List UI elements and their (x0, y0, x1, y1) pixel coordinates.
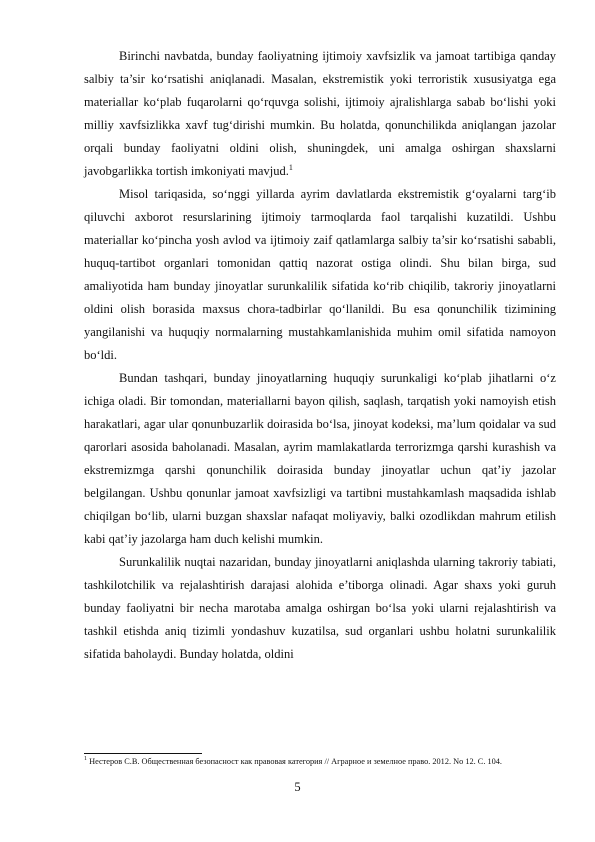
footnote-mark: 1 (84, 756, 87, 763)
paragraph-3-text: Bundan tashqari, bunday jinoyatlarning huquqiy surunkaligi ko‘plab jihatlarni o‘z ichiga oladi. Bir tomondan, materiallarni bayon qilish, saqlash, tarqatish yoki namoyish etish harakatlari, agar ular qonunbuzarlik doirasida bo‘lsa, jinoyat kodeksi, ma’lum qoidalar va sud qarorlari asosida baholanadi. Masalan, ayrim mamlakatlarda terrorizmga qarshi kurashish va ekstremizmga qarshi qonunchilik doirasida bunday jinoyatlar uchun qat’iy jazolar belgilangan. Ushbu qonunlar jamoat xavfsizligi va tartibni mustahkamlash maqsadida ishlab chiqilgan bo‘lib, ularni buzgan shaxslar nafaqat moliyaviy, balki ozodlikdan mahrum etilish kabi qat’iy jazolarga ham duch kelishi mumkin. (84, 371, 556, 546)
paragraph-4-text: Surunkalilik nuqtai nazaridan, bunday jinoyatlarni aniqlashda ularning takroriy tabiati, tashkilotchilik va rejalashtirish darajasi alohida e’tiborga olinadi. Agar shaxs yoki guruh bunday faoliyatni bir necha marotaba amalga oshirgan bo‘lsa yoki ularni rejalashtirish va tashkil etishda aniq tizimli yondashuv kuzatilsa, sud organlari ushbu holatni surunkalilik sifatida baholaydi. Bunday holatda, oldini (84, 555, 556, 661)
document-body (84, 45, 556, 666)
paragraph-1-text: Birinchi navbatda, bunday faoliyatning ijtimoiy xavfsizlik va jamoat tartibiga qanday salbiy ta’sir ko‘rsatishi aniqlanadi. Masalan, ekstremistik yoki terroristik xususiyatga ega materiallar ko‘plab fuqarolarni qo‘rquvga solishi, ijtimoiy ajralishlarga sabab bo‘lishi yoki milliy xavfsizlikka xavf tug‘dirishi mumkin. Bu holatda, qonunchilikda aniqlangan jazolar orqali bunday faoliyatni oldini olish, shuningdek, uni amalga oshirgan shaxslarni javobgarlikka tortish imkoniyati mavjud. (84, 49, 556, 178)
paragraph-3 (84, 367, 556, 551)
footnote-1 (84, 756, 556, 767)
paragraph-4 (84, 551, 556, 666)
page-number: 5 (294, 780, 301, 794)
footnote-separator (84, 753, 202, 754)
footnote-text: Нестеров С.В. Общественная безопасност как правовая категория // Аграрное и земелное право. 2012. No 12. С. 104. (89, 757, 502, 766)
paragraph-2-text: Misol tariqasida, so‘nggi yillarda ayrim davlatlarda ekstremistik g‘oyalarni targ‘ib qiluvchi axborot resurslarining ijtimoiy tarmoqlarda faol tarqalishi kuzatildi. Ushbu materiallar ko‘pincha yosh avlod va ijtimoiy zaif qatlamlarga salbiy ta’sir ko‘rsatishi sababli, huquq-tartibot organlari tomonidan qattiq nazorat ostiga olindi. Shu bilan birga, sud amaliyotida ham bunday jinoyatlar surunkalilik sifatida ko‘rib chiqilib, takroriy jinoyatlarni oldini olish borasida maxsus chora-tadbirlar qo‘llanildi. Bu esa qonunchilik tizimining yangilanishi va huquqiy normalarning mustahkamlanishida muhim omil sifatida namoyon bo‘ldi. (84, 187, 556, 362)
paragraph-1 (84, 45, 556, 183)
footnote-area (84, 753, 556, 767)
paragraph-2 (84, 183, 556, 367)
footnote-reference[interactable]: 1 (288, 162, 293, 172)
